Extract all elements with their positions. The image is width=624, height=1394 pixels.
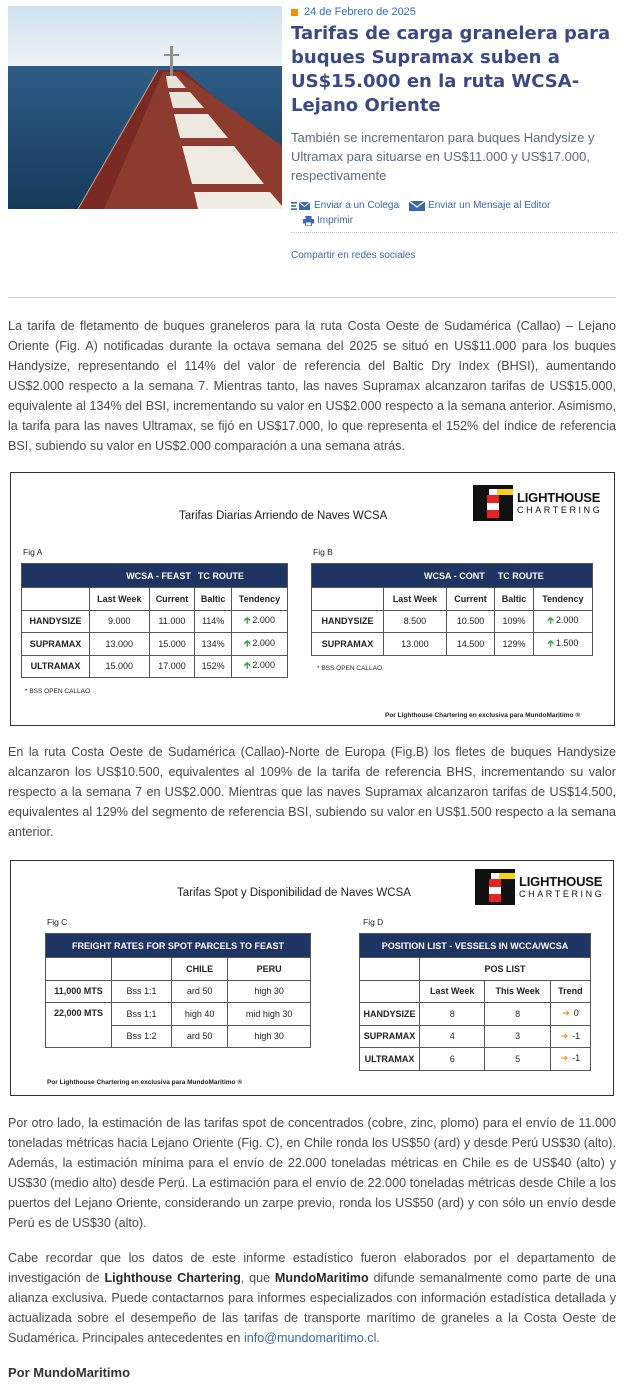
article-subtitle: También se incrementaron para buques Handysize y Ultramax para situarse en US$11.000 y US$17.000, respectivamente xyxy=(291,130,595,183)
table-row: ULTRAMAX 6 5 ➔ -1 xyxy=(360,1048,591,1071)
fig-b-header-left: WCSA - CONT xyxy=(312,564,495,588)
right-arrow-icon: ➔ xyxy=(562,1008,570,1019)
email-link[interactable]: info@mundomaritimo.cl xyxy=(243,1331,377,1345)
byline: Por MundoMaritimo xyxy=(8,1365,131,1380)
lighthouse-logo: LIGHTHOUSE CHARTERING xyxy=(475,869,604,905)
table-row: HANDYSIZE 8.500 10.500 109% 🡱 2.000 xyxy=(312,610,593,633)
fig-b-col: Last Week xyxy=(384,588,447,611)
up-arrow-icon: 🡱 xyxy=(547,615,554,626)
figure-2-title: Tarifas Spot y Disponibilidad de Naves WCSA xyxy=(177,887,411,899)
fig-a-col: Current xyxy=(149,588,195,611)
table-row: 11,000 MTS Bss 1:1 ard 50 high 30 xyxy=(46,980,311,1003)
fig-d-col: Trend xyxy=(550,980,590,1003)
fig-b-label: Fig B xyxy=(313,547,333,557)
date-bullet-icon xyxy=(291,9,298,16)
paragraph-2: En la ruta Costa Oeste de Sudamérica (Callao)-Norte de Europa (Fig.B) los fletes de buques Handysize alcanzaron los US$10.500, equivalentes al 109% de la tarifa de referencia BHS, incrementando su valor respecto a la semana 7 en US$2.000. Mientras que las naves Supramax alcanzaron tarifas de US$14.500, equivalentes al 129% del segmento de referencia BSI, subiendo su valor en US$1.500 respecto a la semana anterior. xyxy=(8,745,616,839)
mundomaritimo-text: MundoMaritimo xyxy=(274,1271,369,1285)
fig-c-header: FREIGHT RATES FOR SPOT PARCELS TO FEAST xyxy=(46,934,311,958)
lighthouse-logo: LIGHTHOUSE CHARTERING xyxy=(473,485,602,521)
printer-icon xyxy=(303,216,314,226)
up-arrow-icon: 🡱 xyxy=(243,637,251,648)
right-arrow-icon: ➔ xyxy=(560,1030,569,1041)
article-header xyxy=(291,6,617,185)
fig-a-table xyxy=(21,563,288,678)
up-arrow-icon: 🡱 xyxy=(243,660,251,671)
lighthouse-chartering-text: Lighthouse Chartering xyxy=(104,1271,241,1285)
lighthouse-icon xyxy=(475,869,515,905)
table-row: HANDYSIZE 8 8 ➔ 0 xyxy=(360,1003,591,1026)
fig-d-table xyxy=(359,933,591,1071)
send-colleague-link[interactable]: Enviar a un Colega xyxy=(291,200,399,211)
fig-b-table xyxy=(311,563,593,656)
figure-1-credit: Por Lighthouse Chartering en exclusiva para MundoMaritimo ® xyxy=(385,712,581,719)
up-arrow-icon: 🡱 xyxy=(547,637,554,648)
figure-spot-rates xyxy=(10,860,614,1096)
envelope-icon xyxy=(409,201,425,211)
paragraph-4: Cabe recordar que los datos de este informe estadístico fueron elaborados por el departamento de investigación de Lighthouse Chartering, que MundoMaritimo difunde semanalmente como parte de una alianza exclusiva. Puede contactarnos para informes especializados con información estadística detallada y actualizada sobre el desempeño de las tarifas de transporte marítimo de graneles a la Costa Oeste de Sudamérica. Principales antecedentes en info@mundomaritimo.cl. xyxy=(8,1251,616,1345)
header-separator xyxy=(8,297,616,298)
fig-d-col: This Week xyxy=(485,980,550,1003)
fig-a-col: Tendency xyxy=(231,588,287,611)
actions-divider xyxy=(291,232,617,233)
fig-c-label: Fig C xyxy=(47,917,68,927)
fig-d-header: POSITION LIST - VESSELS IN WCCA/WCSA xyxy=(360,934,591,958)
fig-c-col: PERU xyxy=(228,958,311,981)
fig-a-label: Fig A xyxy=(23,547,43,557)
fig-b-col: Baltic xyxy=(495,588,534,611)
table-row: SUPRAMAX 13.000 15.000 134% 🡱 2.000 xyxy=(22,633,288,656)
figure-2-credit: Por Lighthouse Chartering en exclusiva para MundoMaritimo ® xyxy=(47,1079,243,1086)
fig-c-table xyxy=(45,933,311,1048)
fig-a-note: * BSS OPEN CALLAO xyxy=(25,688,91,695)
table-row: SUPRAMAX 13.000 14.500 129% 🡱 1.500 xyxy=(312,633,593,656)
figure-daily-rates xyxy=(10,472,615,726)
article-actions xyxy=(291,200,617,233)
figure-1-title: Tarifas Diarias Arriendo de Naves WCSA xyxy=(179,510,388,522)
fig-d-group: POS LIST xyxy=(420,958,591,981)
fig-b-col: Tendency xyxy=(533,588,592,611)
fig-a-col: Baltic xyxy=(195,588,232,611)
send-editor-link[interactable]: Enviar un Mensaje al Editor xyxy=(409,200,550,211)
right-arrow-icon: ➔ xyxy=(560,1053,569,1064)
share-list-icon xyxy=(291,201,311,211)
fig-a-header-right: TC ROUTE xyxy=(195,564,288,588)
table-row: ULTRAMAX 15.000 17.000 152% 🡱 2.000 xyxy=(22,655,288,678)
lighthouse-icon xyxy=(473,485,513,521)
fig-a-col: Last Week xyxy=(90,588,150,611)
print-link[interactable]: Imprimir xyxy=(303,215,353,226)
fig-b-note: * BSS OPEN CALLAO xyxy=(317,665,383,672)
article-date: 24 de Febrero de 2025 xyxy=(291,6,617,18)
table-row: Bss 1:2 ard 50 high 30 xyxy=(46,1025,311,1048)
table-row: SUPRAMAX 4 3 ➔ -1 xyxy=(360,1025,591,1048)
paragraph-3: Por otro lado, la estimación de las tarifas spot de concentrados (cobre, zinc, plomo) para el envío de 11.000 toneladas métricas hacia Lejano Oriente (Fig. C), en Chile ronda los US$50 (ard) y desde Perú US$30 (alto). Además, la estimación mínima para el envío de 22.000 toneladas métricas en Chile es de US$40 (alto) y US$30 (medio alto) desde Perú. La estimación para el envío de 22.000 toneladas métricas desde Chile a los puertos del Lejano Oriente, considerando un zarpe previo, ronda los US$50 (ard) y con sólo un envío desde Perú es de US$30 (alto). xyxy=(8,1116,616,1230)
up-arrow-icon: 🡱 xyxy=(243,615,251,626)
hero-image xyxy=(8,6,282,209)
table-row: HANDYSIZE 9.000 11.000 114% 🡱 2.000 xyxy=(22,610,288,633)
share-social-link[interactable]: Compartir en redes sociales xyxy=(291,250,416,261)
fig-a-header-left: WCSA - FEAST xyxy=(22,564,195,588)
fig-b-header-right: TC ROUTE xyxy=(495,564,593,588)
fig-b-col: Current xyxy=(446,588,494,611)
table-row: 22,000 MTS Bss 1:1 high 40 mid high 30 xyxy=(46,1003,311,1026)
article-title: Tarifas de carga granelera para buques Supramax suben a US$15.000 en la ruta WCSA-Lejano Oriente xyxy=(291,23,611,116)
fig-d-label: Fig D xyxy=(363,917,384,927)
fig-c-col: CHILE xyxy=(172,958,228,981)
fig-d-col: Last Week xyxy=(420,980,485,1003)
paragraph-1: La tarifa de fletamento de buques graneleros para la ruta Costa Oeste de Sudamérica (Callao) – Lejano Oriente (Fig. A) notificadas durante la octava semana del 2025 se situó en US$11.000 para los buques Handysize, representando el 114% del valor de referencia del Baltic Dry Index (BHSI), aumentando US$2.000 respecto a la semana 7. Mientras tanto, las naves Supramax alcanzaron tarifas de US$15.000, equivalente al 134% del BSI, incrementando su valor en US$2.000 respecto a la semana anterior. Asimismo, la tarifa para las naves Ultramax, se fijó en US$17.000, lo que representa el 152% del índice de referencia BSI, subiendo su valor en US$2.000 comparación a una semana atrás. xyxy=(8,319,616,453)
